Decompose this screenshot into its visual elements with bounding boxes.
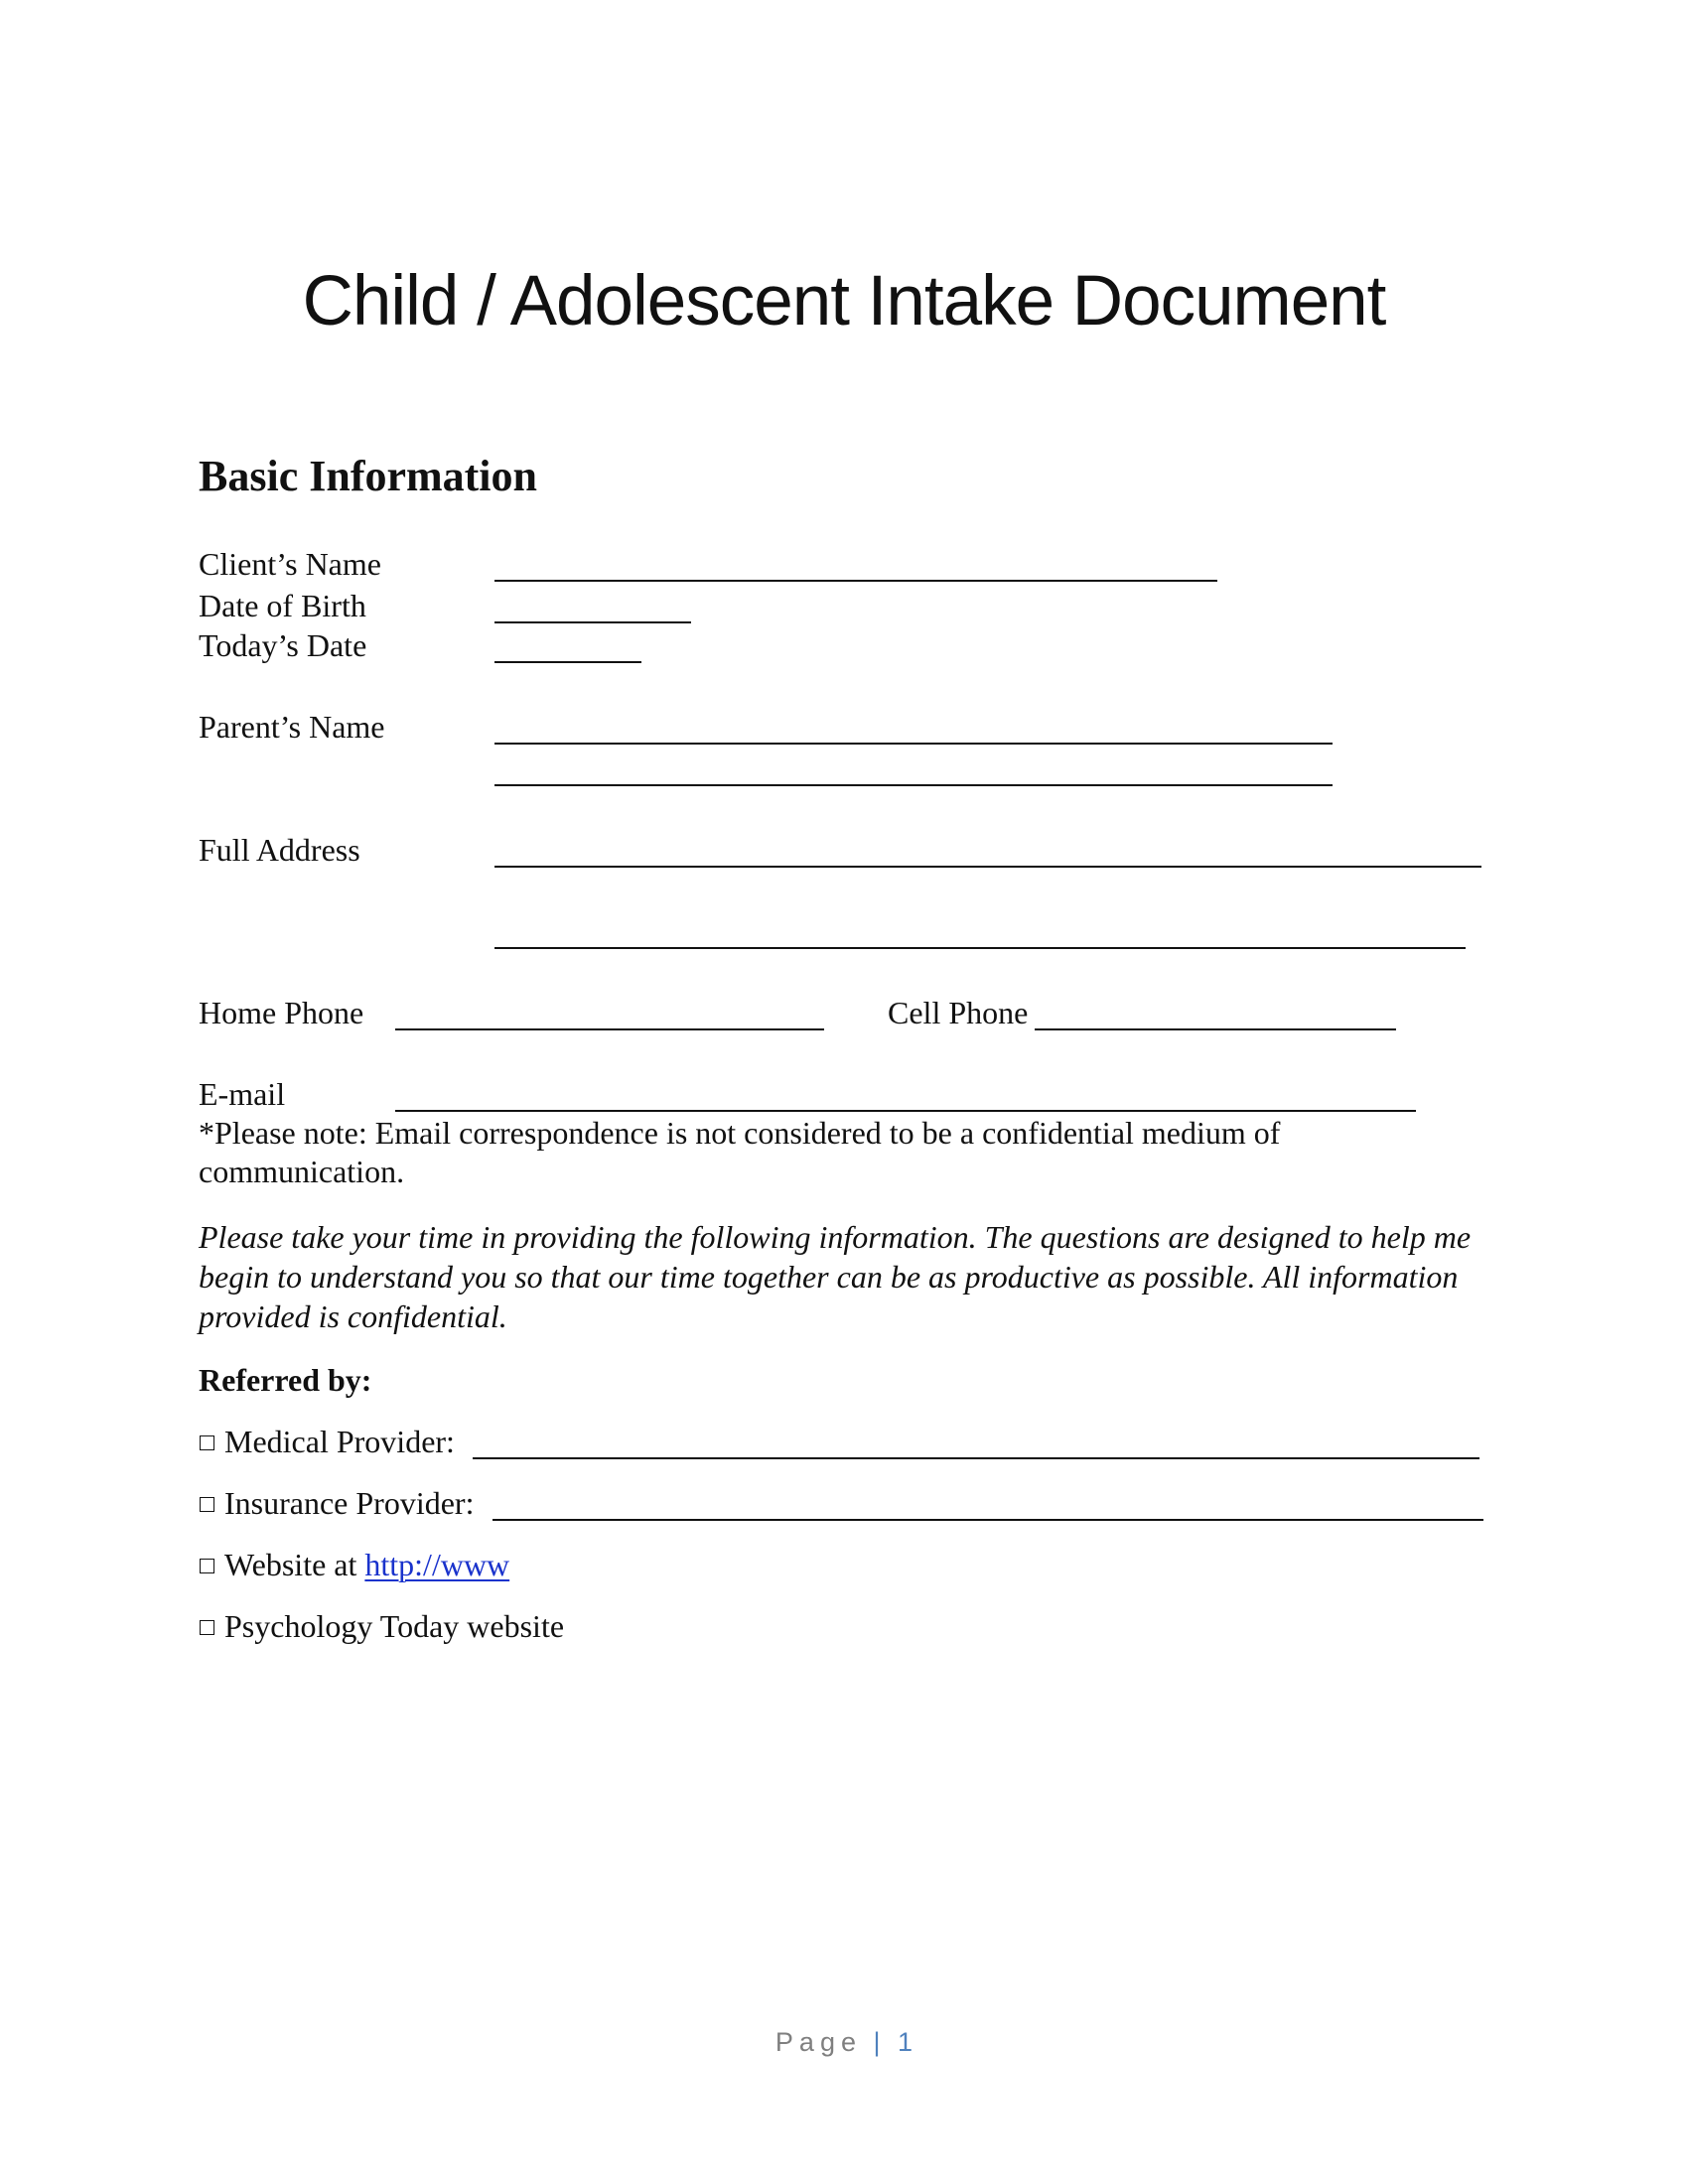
website-checkbox[interactable] (200, 1559, 214, 1573)
date-of-birth-field[interactable] (494, 621, 691, 623)
todays-date-field[interactable] (494, 661, 641, 663)
referred-by-heading: Referred by: (199, 1362, 372, 1398)
home-phone-label: Home Phone (199, 995, 364, 1030)
website-label: Website at (224, 1547, 357, 1582)
todays-date-label: Today’s Date (199, 627, 367, 663)
section-heading-basic-information: Basic Information (199, 452, 537, 500)
cell-phone-label: Cell Phone (888, 995, 1029, 1030)
psychology-today-checkbox[interactable] (200, 1620, 214, 1635)
footer-page-word: Page (774, 2027, 862, 2057)
insurance-provider-field[interactable] (492, 1519, 1483, 1521)
medical-provider-label: Medical Provider: (224, 1424, 455, 1459)
insurance-provider-label: Insurance Provider: (224, 1485, 475, 1521)
footer-page-number: 1 (898, 2027, 914, 2057)
page-footer (0, 2029, 1688, 2056)
footer-separator: | (873, 2027, 881, 2057)
psychology-today-label: Psychology Today website (224, 1608, 565, 1644)
medical-provider-field[interactable] (473, 1457, 1479, 1459)
email-label: E-mail (199, 1076, 286, 1112)
email-field[interactable] (395, 1110, 1416, 1112)
parents-name-field-1[interactable] (494, 743, 1333, 745)
document-title: Child / Adolescent Intake Document (302, 262, 1386, 341)
full-address-field-2[interactable] (494, 947, 1466, 949)
intro-paragraph: Please take your time in providing the following information. The questions are designed to help me begin to understand you so that our time together can be as productive as possible. All information provided is confidential. (199, 1219, 1472, 1334)
medical-provider-checkbox[interactable] (200, 1435, 214, 1450)
parents-name-label: Parent’s Name (199, 709, 385, 745)
clients-name-field[interactable] (494, 580, 1217, 582)
website-label-row (224, 1549, 509, 1580)
website-link[interactable]: http://www (364, 1547, 510, 1582)
full-address-label: Full Address (199, 832, 360, 868)
parents-name-field-2[interactable] (494, 784, 1333, 786)
email-note: *Please note: Email correspondence is not considered to be a confidential medium of communication. (199, 1115, 1281, 1189)
cell-phone-field[interactable] (1035, 1028, 1396, 1030)
clients-name-label: Client’s Name (199, 546, 381, 582)
home-phone-field[interactable] (395, 1028, 824, 1030)
insurance-provider-checkbox[interactable] (200, 1497, 214, 1512)
full-address-field-1[interactable] (494, 866, 1481, 868)
date-of-birth-label: Date of Birth (199, 588, 366, 623)
